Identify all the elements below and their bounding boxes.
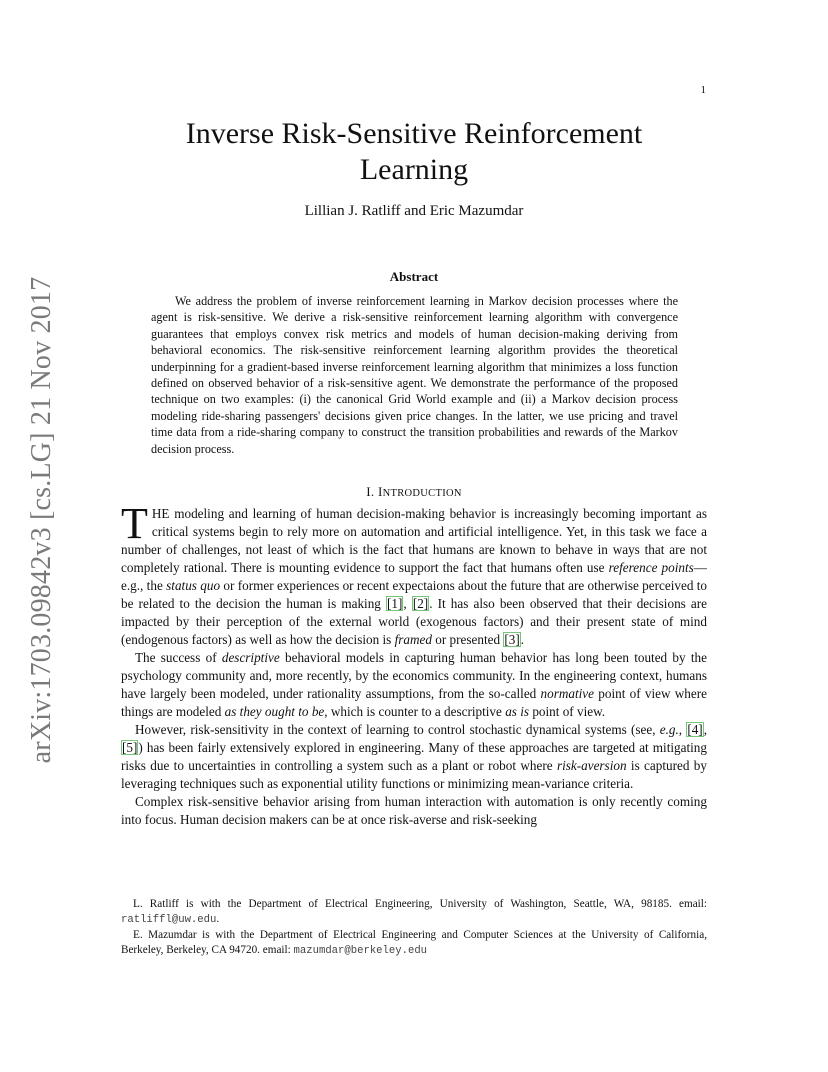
section-title	[378, 484, 462, 499]
text-run: However, risk-sensitivity in the context of learning to control stochastic dynamical systems (see,	[135, 722, 660, 737]
text-run: or former experiences or recent expectaions about the future that are otherwise perceived to be related to the decision the human is making	[121, 578, 708, 611]
email-mazumdar[interactable]: mazumdar@berkeley.edu	[293, 945, 428, 957]
text-run: ,	[703, 722, 707, 737]
text-run: or presented	[431, 632, 504, 647]
emphasis: risk-aversion	[556, 758, 627, 773]
drop-cap: T	[121, 499, 148, 548]
text-run: —e.g., the	[121, 560, 707, 593]
citation-link-1[interactable]: [1]	[387, 596, 403, 611]
footnotes	[121, 897, 707, 959]
emphasis: status quo	[166, 578, 221, 593]
text-run: .	[520, 632, 525, 647]
footnote-ratliff	[121, 897, 707, 928]
text-run: , which is counter to a descriptive	[324, 704, 506, 719]
footnote-text: E. Mazumdar is with the Department of Electrical Engineering and Computer Sciences at the University of California, Berkeley, Berkeley, CA 94720. email:	[121, 929, 707, 956]
citation-link-4[interactable]: [4]	[687, 722, 703, 737]
text-run: ,	[403, 596, 412, 611]
text-run: HE modeling and learning of human decision-making behavior is increasingly becoming important as critical systems begin to rely more on automation and artificial intelligence. Yet, in this task we face a number of challenges, not least of which is the fact that humans are known to behave in ways that are not completely rational. There is mounting evidence to support the fact that humans often use	[121, 506, 707, 575]
citation-link-2[interactable]: [2]	[412, 596, 429, 611]
emphasis: framed	[394, 632, 432, 647]
arxiv-identifier-stamp: arXiv:1703.09842v3 [cs.LG] 21 Nov 2017	[26, 276, 57, 764]
body-text	[121, 499, 708, 829]
citation-link-5[interactable]: [5]	[122, 740, 138, 755]
text-run: ,	[678, 722, 687, 737]
emphasis: e.g.	[659, 722, 679, 737]
paragraph-4: Complex risk-sensitive behavior arising from human interaction with automation is only recently coming into focus. Human decision makers can be at once risk-averse and risk-seeking	[121, 794, 707, 827]
emphasis: normative	[540, 686, 595, 701]
footnote-mazumdar	[121, 928, 707, 959]
text-run: The success of	[135, 650, 222, 665]
text-run: . It has also been observed that their decisions are impacted by their perception of the external world (exogenous factors) and their present state of mind (endogenous factors) as well as how the decision is	[121, 596, 708, 647]
emphasis: descriptive	[221, 650, 280, 665]
paragraph-1	[121, 499, 708, 649]
section-heading	[0, 484, 828, 500]
email-ratliff[interactable]: ratliffl@uw.edu	[121, 914, 217, 926]
text-run: is captured by leveraging techniques such as exponential utility functions or minimizing mean-variance criteria.	[121, 758, 707, 791]
abstract-heading: Abstract	[389, 269, 439, 284]
paper-title: Inverse Risk-Sensitive Reinforcement Learning	[185, 117, 643, 186]
section-title-rest: NTRODUCTION	[382, 488, 462, 499]
emphasis: as they ought to be	[224, 704, 325, 719]
text-run: ) has been fairly extensively explored in engineering. Many of these approaches are targeted at mitigating risks due to uncertainties in controlling a system such as a plant or robot where	[121, 740, 707, 773]
footnote-text: .	[216, 913, 220, 925]
paragraph-3	[121, 721, 707, 793]
section-number: I.	[366, 484, 375, 499]
paragraph-2	[121, 649, 707, 721]
author-list: Lillian J. Ratliff and Eric Mazumdar	[304, 203, 524, 219]
abstract-text: We address the problem of inverse reinforcement learning in Markov decision processes where the agent is risk-sensitive. We derive a risk-sensitive reinforcement learning algorithm with convergence guarantees that employs convex risk metrics and models of human decision-making deriving from behavioral economics. The risk-sensitive reinforcement learning algorithm provides the theoretical underpinning for a gradient-based inverse reinforcement learning algorithm that minimizes a loss function defined on observed behavior of a risk-sensitive agent. We demonstrate the performance of the proposed technique on two examples: (i) the canonical Grid World example and (ii) a Markov decision process modeling ride-sharing passengers' decisions given price changes. In the latter, we use pricing and travel time data from a ride-sharing company to construct the transition probabilities and rewards of the Markov decision process.	[151, 294, 678, 456]
emphasis: reference points	[608, 560, 694, 575]
text-run: point of view where things are modeled	[121, 686, 707, 719]
citation-link-3[interactable]: [3]	[504, 632, 520, 647]
emphasis: as is	[505, 704, 530, 719]
footnote-text: L. Ratliff is with the Department of Electrical Engineering, University of Washington, Seattle, WA, 98185. email:	[133, 898, 707, 910]
text-run: point of view.	[529, 704, 606, 719]
text-run: behavioral models in capturing human behavior has long been touted by the psychology community and, more recently, by the economics community. In the engineering context, humans have largely been modeled, under rationality assumptions, from the so-called	[121, 650, 707, 701]
page-number: 1	[700, 84, 706, 96]
section-title-initial: I	[377, 484, 383, 499]
